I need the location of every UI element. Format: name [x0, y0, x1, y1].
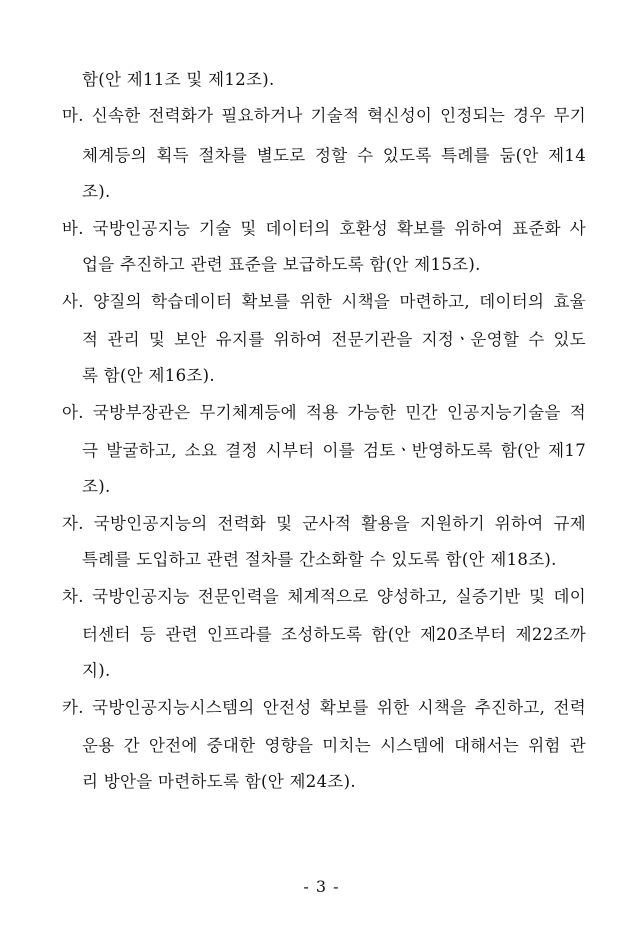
paragraph-line: 카. 국방인공지능시스템의 안전성 확보를 위한 시책을 추진하고, 전력: [62, 698, 586, 717]
paragraph-line: 록 함(안 제16조).: [82, 366, 215, 385]
paragraph-line: 리 방안을 마련하도록 함(안 제24조).: [82, 772, 356, 791]
paragraph-line: 바. 국방인공지능 기술 및 데이터의 호환성 확보를 위하여 표준화 사: [62, 219, 586, 238]
paragraph-line: 극 발굴하고, 소요 결정 시부터 이를 검토ㆍ반영하도록 함(안 제17: [82, 441, 586, 460]
paragraph-line: 마. 신속한 전력화가 필요하거나 기술적 혁신성이 인정되는 경우 무기: [62, 106, 586, 125]
paragraph-line: 체계등의 획득 절차를 별도로 정할 수 있도록 특례를 둠(안 제14: [82, 146, 586, 165]
paragraph-line: 지).: [82, 661, 111, 680]
paragraph-line: 조).: [82, 477, 111, 496]
page-number: - 3 -: [303, 877, 340, 896]
paragraph-line: 아. 국방부장관은 무기체계등에 적용 가능한 민간 인공지능기술을 적: [62, 403, 586, 422]
paragraph-line: 사. 양질의 학습데이터 확보를 위한 시책을 마련하고, 데이터의 효율: [62, 292, 586, 311]
paragraph-line: 조).: [82, 182, 111, 201]
paragraph-line: 운용 간 안전에 중대한 영향을 미치는 시스템에 대해서는 위험 관: [82, 736, 586, 755]
paragraph-line: 차. 국방인공지능 전문인력을 체계적으로 양성하고, 실증기반 및 데이: [62, 587, 586, 606]
paragraph-line: 자. 국방인공지능의 전력화 및 군사적 활용을 지원하기 위하여 규제: [62, 514, 586, 533]
paragraph-line: 터센터 등 관련 인프라를 조성하도록 함(안 제20조부터 제22조까: [82, 625, 586, 644]
paragraph-line: 특례를 도입하고 관련 절차를 간소화할 수 있도록 함(안 제18조).: [82, 550, 557, 569]
paragraph-line: 업을 추진하고 관련 표준을 보급하도록 함(안 제15조).: [82, 255, 481, 274]
paragraph-line: 함(안 제11조 및 제12조).: [82, 70, 275, 89]
paragraph-line: 적 관리 및 보안 유지를 위하여 전문기관을 지정ㆍ운영할 수 있도: [82, 330, 586, 349]
